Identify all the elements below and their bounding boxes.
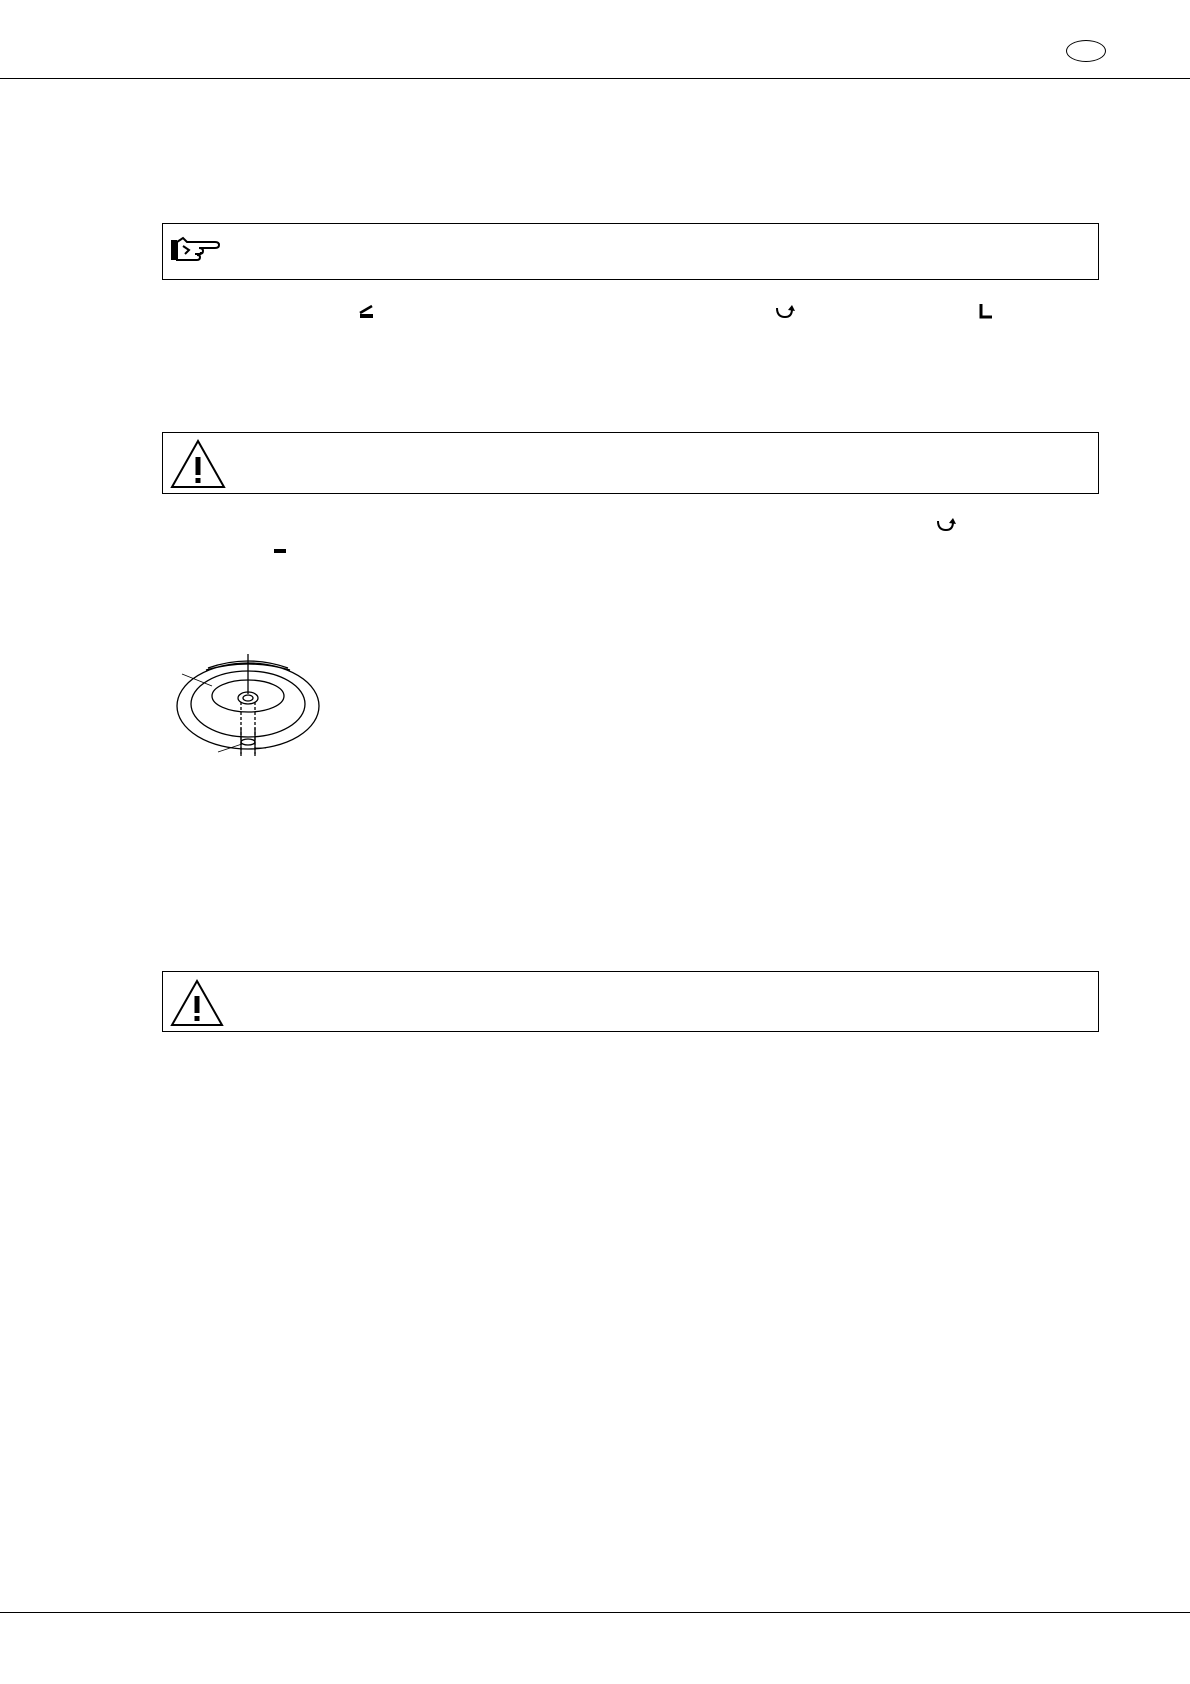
header-rule: [0, 78, 1190, 79]
warning-box: [162, 432, 1099, 494]
warning-triangle-icon: [169, 978, 225, 1028]
pulley-disc-illustration: [172, 650, 324, 760]
footer-rule: [0, 1612, 1190, 1613]
warning-box: [162, 971, 1099, 1032]
note-box: [162, 223, 1099, 280]
rotation-arrow-symbol: [774, 302, 796, 320]
right-angle-symbol: [978, 302, 994, 320]
warning-triangle-icon: [169, 438, 227, 490]
angle-tilt-symbol: [358, 304, 376, 320]
dash-symbol: [273, 548, 287, 554]
language-badge: [1066, 40, 1106, 62]
rotation-arrow-symbol: [935, 515, 957, 533]
pointing-hand-icon: [169, 234, 221, 266]
